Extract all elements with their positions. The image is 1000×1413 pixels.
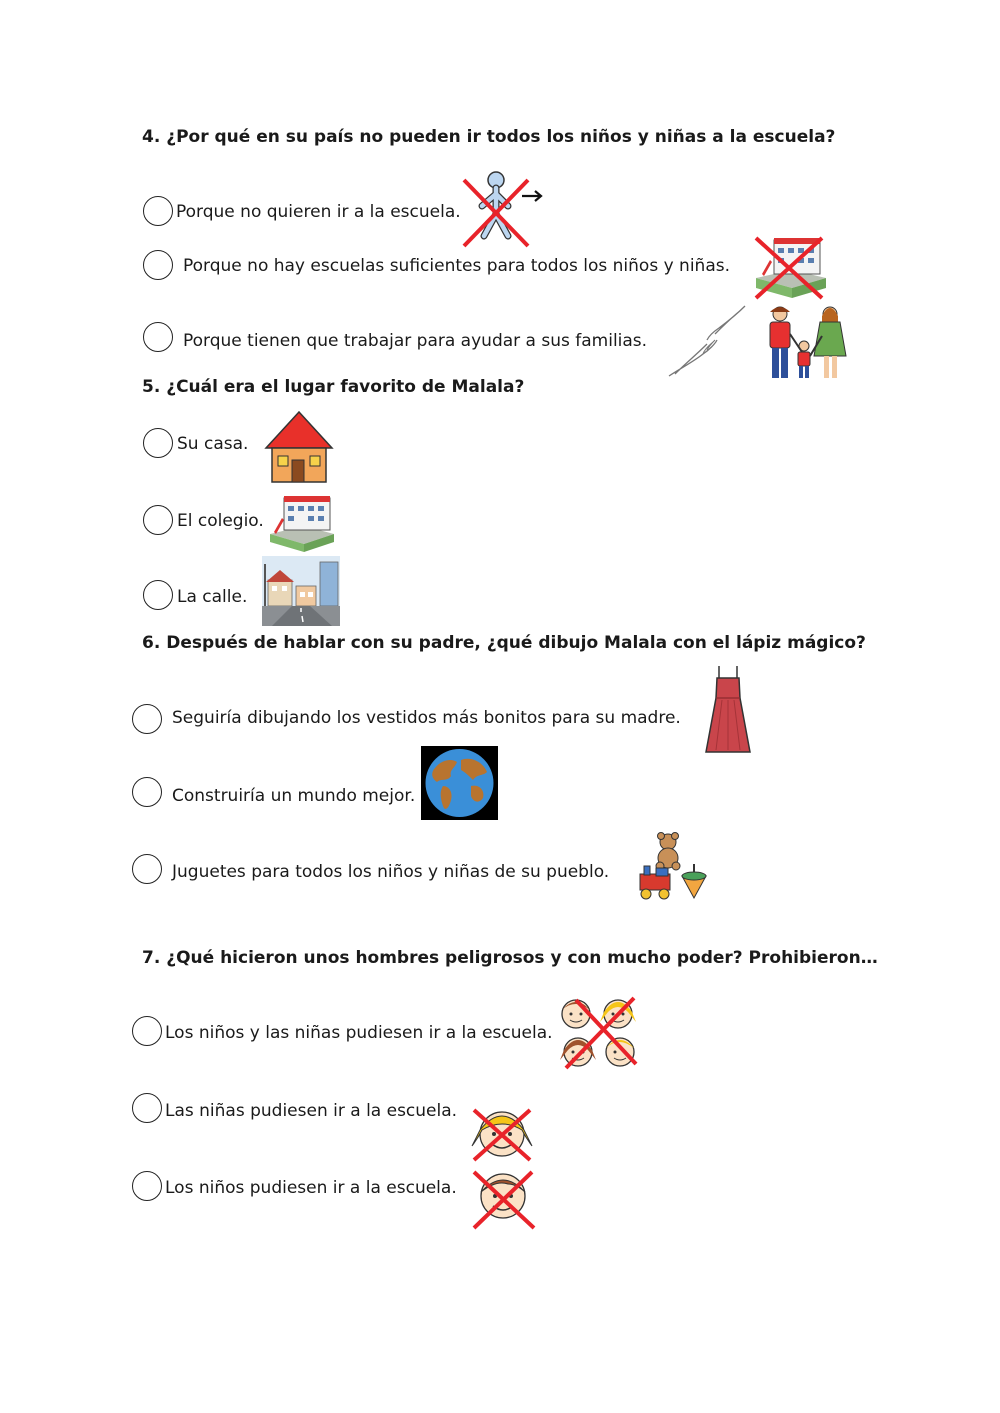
helping-hands-icon [667, 304, 747, 380]
radio-q7-option-2[interactable] [132, 1093, 162, 1123]
q4-option-3-label: Porque tienen que trabajar para ayudar a sus familias. [183, 331, 648, 351]
toys-icon [636, 832, 708, 902]
q7-option-1-label: Los niños y las niñas pudiesen ir a la escuela. [165, 1023, 553, 1043]
q7-option-3-label: Los niños pudiesen ir a la escuela. [165, 1178, 457, 1198]
q4-option-1-label: Porque no quieren ir a la escuela. [176, 202, 461, 222]
radio-q4-option-1[interactable] [143, 196, 173, 226]
radio-q5-option-1[interactable] [143, 428, 173, 458]
walking-person-crossed-icon [458, 168, 548, 250]
dress-icon [702, 664, 754, 756]
question-4-title: 4. ¿Por qué en su país no pueden ir todos los niños y niñas a la escuela? [142, 127, 836, 147]
q5-option-2-label: El colegio. [177, 511, 264, 531]
family-icon [762, 304, 852, 382]
radio-q5-option-2[interactable] [143, 505, 173, 535]
question-6-title: 6. Después de hablar con su padre, ¿qué dibujo Malala con el lápiz mágico? [142, 633, 866, 653]
q4-option-2-label: Porque no hay escuelas suficientes para todos los niños y niñas. [183, 256, 730, 276]
q5-option-3-label: La calle. [177, 587, 248, 607]
q6-option-1-label: Seguiría dibujando los vestidos más bonitos para su madre. [172, 708, 681, 728]
radio-q7-option-1[interactable] [132, 1016, 162, 1046]
children-crossed-icon [556, 992, 642, 1072]
q6-option-2-label: Construiría un mundo mejor. [172, 786, 416, 806]
radio-q6-option-1[interactable] [132, 704, 162, 734]
radio-q5-option-3[interactable] [143, 580, 173, 610]
question-5-title: 5. ¿Cuál era el lugar favorito de Malala? [142, 377, 525, 397]
radio-q7-option-3[interactable] [132, 1171, 162, 1201]
house-icon [264, 410, 334, 484]
q7-option-2-label: Las niñas pudiesen ir a la escuela. [165, 1101, 458, 1121]
radio-q4-option-3[interactable] [143, 322, 173, 352]
school-crossed-icon [752, 234, 830, 300]
radio-q6-option-3[interactable] [132, 854, 162, 884]
globe-icon [421, 746, 498, 820]
boy-crossed-icon [468, 1164, 538, 1232]
school-icon [268, 492, 336, 554]
q6-option-3-label: Juguetes para todos los niños y niñas de su pueblo. [172, 862, 610, 882]
street-icon [262, 556, 340, 626]
question-7-title: 7. ¿Qué hicieron unos hombres peligrosos y con mucho poder? Prohibieron… [142, 948, 878, 968]
girl-crossed-icon [468, 1102, 536, 1164]
radio-q4-option-2[interactable] [143, 250, 173, 280]
radio-q6-option-2[interactable] [132, 777, 162, 807]
q5-option-1-label: Su casa. [177, 434, 249, 454]
